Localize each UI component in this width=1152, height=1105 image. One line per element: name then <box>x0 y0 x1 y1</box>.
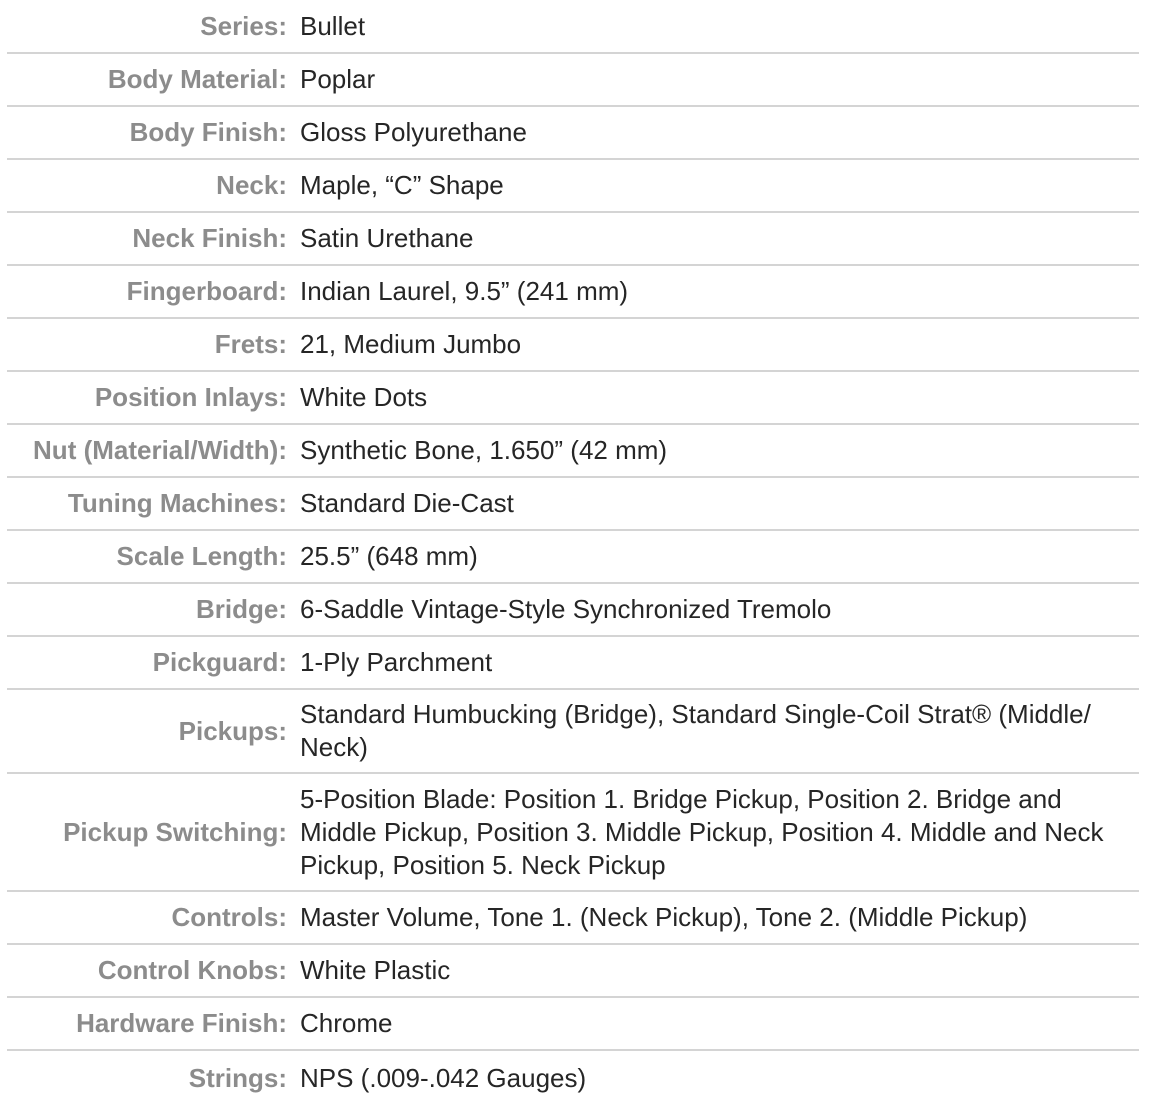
spec-label: Body Material: <box>107 64 287 94</box>
spec-row-series <box>7 0 1139 54</box>
spec-row-pickguard <box>7 637 1139 690</box>
spec-label: Position Inlays: <box>94 382 287 412</box>
spec-value: 5-Position Blade: Position 1. Bridge Pickup, Position 2. Bridge and Middle Pickup, Position 3. Middle Pickup, Position 4. Middle and Neck Pickup, Position 5. Neck Pickup <box>300 783 1104 880</box>
spec-row-bridge <box>7 584 1139 637</box>
spec-row-neck <box>7 160 1139 213</box>
spec-label: Body Finish: <box>129 117 287 147</box>
spec-row-pickups <box>7 690 1139 774</box>
spec-value: Gloss Polyurethane <box>300 117 527 147</box>
spec-value: Standard Humbucking (Bridge), Standard Single-Coil Strat® (Middle/ Neck) <box>300 699 1091 762</box>
spec-label: Pickguard: <box>152 647 287 677</box>
spec-table <box>7 0 1139 1105</box>
spec-value: 1-Ply Parchment <box>300 647 493 677</box>
spec-row-tuning-machines <box>7 478 1139 531</box>
spec-label: Tuning Machines: <box>67 488 287 518</box>
spec-value: Poplar <box>300 64 376 94</box>
spec-value: NPS (.009-.042 Gauges) <box>300 1062 587 1093</box>
spec-row-position-inlays <box>7 372 1139 425</box>
spec-value: 25.5” (648 mm) <box>300 541 478 571</box>
spec-value: Bullet <box>300 10 366 41</box>
spec-label: Frets: <box>214 329 287 359</box>
spec-label: Neck: <box>216 170 287 200</box>
spec-value: White Plastic <box>300 955 451 985</box>
spec-row-body-finish <box>7 107 1139 160</box>
spec-row-fingerboard <box>7 266 1139 319</box>
spec-label: Fingerboard: <box>126 276 287 306</box>
spec-label: Hardware Finish: <box>76 1008 287 1038</box>
spec-value: Maple, “C” Shape <box>300 170 504 200</box>
spec-label: Neck Finish: <box>132 223 287 253</box>
spec-label: Control Knobs: <box>97 955 287 985</box>
spec-label: Controls: <box>171 902 287 932</box>
spec-label: Bridge: <box>196 594 287 624</box>
spec-label: Scale Length: <box>116 541 287 571</box>
spec-value: Master Volume, Tone 1. (Neck Pickup), Tone 2. (Middle Pickup) <box>300 902 1028 932</box>
spec-label: Strings: <box>188 1062 287 1093</box>
spec-value: Chrome <box>300 1008 393 1038</box>
spec-label: Pickups: <box>178 715 287 746</box>
spec-row-strings <box>7 1051 1139 1105</box>
spec-label: Nut (Material/Width): <box>33 435 287 465</box>
spec-value: 6-Saddle Vintage-Style Synchronized Tremolo <box>300 594 832 624</box>
spec-value: White Dots <box>300 382 428 412</box>
spec-value: Synthetic Bone, 1.650” (42 mm) <box>300 435 668 465</box>
spec-value: Standard Die-Cast <box>300 488 514 518</box>
spec-row-control-knobs <box>7 945 1139 998</box>
spec-row-scale-length <box>7 531 1139 584</box>
spec-row-controls <box>7 892 1139 945</box>
spec-row-body-material <box>7 54 1139 107</box>
spec-value: Satin Urethane <box>300 223 474 253</box>
spec-value: Indian Laurel, 9.5” (241 mm) <box>300 276 629 306</box>
spec-row-nut <box>7 425 1139 478</box>
spec-label: Series: <box>200 10 287 41</box>
spec-row-neck-finish <box>7 213 1139 266</box>
spec-label: Pickup Switching: <box>63 816 287 847</box>
spec-row-hardware-finish <box>7 998 1139 1051</box>
spec-row-pickup-switching <box>7 774 1139 892</box>
spec-value: 21, Medium Jumbo <box>300 329 522 359</box>
spec-row-frets <box>7 319 1139 372</box>
